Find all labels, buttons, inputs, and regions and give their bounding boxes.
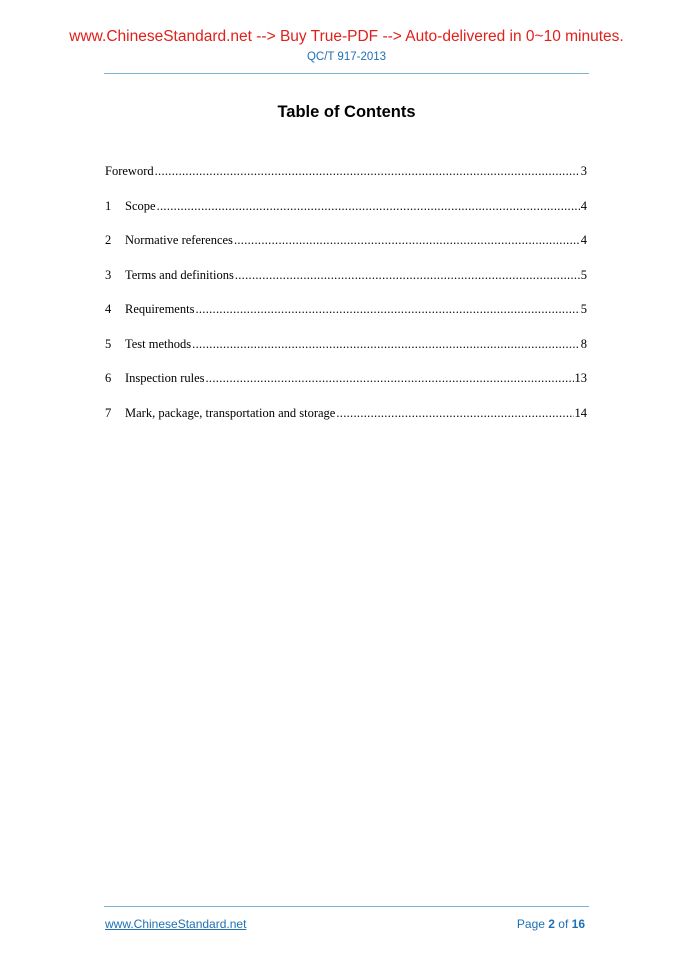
toc-entry-label: Terms and definitions	[125, 267, 234, 282]
toc-entry-requirements[interactable]	[105, 301, 587, 336]
toc-entry-number: 4	[105, 302, 112, 316]
toc-list	[105, 163, 587, 439]
toc-entry-page: 14	[574, 405, 587, 420]
toc-dot-leader	[336, 405, 573, 421]
toc-entry-scope[interactable]	[105, 198, 587, 233]
footer-divider	[104, 906, 589, 907]
standard-code: QC/T 917-2013	[306, 51, 387, 63]
toc-entry-page: 13	[574, 371, 587, 385]
toc-dot-leader	[235, 267, 580, 283]
toc-entry-label: Mark, package, transportation and storage	[125, 405, 336, 420]
page-total: 16	[571, 917, 585, 931]
promo-banner[interactable]: www.ChineseStandard.net --> Buy True-PDF --> Auto-delivered in 0~10 minutes.	[69, 28, 624, 45]
page-indicator	[517, 917, 585, 931]
toc-entry-terms-definitions[interactable]	[105, 267, 587, 302]
toc-entry-page: 3	[580, 164, 587, 178]
toc-title: Table of Contents	[277, 103, 416, 121]
toc-entry-label: Test methods	[125, 336, 192, 351]
toc-entry-number: 5	[105, 336, 112, 351]
toc-entry-number: 7	[105, 405, 112, 420]
toc-dot-leader	[234, 232, 580, 248]
toc-entry-label: Normative references	[125, 233, 233, 247]
toc-entry-page: 5	[580, 267, 587, 282]
header-divider	[104, 73, 589, 74]
toc-entry-mark-package[interactable]	[105, 405, 587, 440]
toc-entry-inspection-rules[interactable]	[105, 370, 587, 405]
footer-website-link[interactable]: www.ChineseStandard.net	[105, 917, 247, 931]
toc-entry-label: Requirements	[125, 302, 195, 316]
toc-entry-test-methods[interactable]	[105, 336, 587, 371]
toc-dot-leader	[192, 336, 580, 352]
toc-entry-label: Foreword	[105, 164, 154, 178]
toc-entry-number: 1	[105, 198, 112, 213]
toc-entry-number: 6	[105, 371, 112, 385]
toc-entry-label: Inspection rules	[125, 371, 205, 385]
toc-dot-leader	[157, 198, 580, 214]
toc-entry-number: 2	[105, 233, 112, 247]
toc-dot-leader	[206, 370, 574, 386]
toc-dot-leader	[155, 163, 580, 179]
toc-entry-normative-references[interactable]	[105, 232, 587, 267]
toc-entry-label: Scope	[125, 198, 156, 213]
toc-entry-page: 4	[580, 233, 587, 247]
toc-entry-page: 5	[580, 302, 587, 316]
page-current: 2	[548, 917, 555, 931]
toc-entry-page: 4	[580, 198, 587, 213]
page-of: of	[554, 917, 572, 931]
toc-entry-page: 8	[580, 336, 587, 351]
toc-dot-leader	[195, 301, 579, 317]
toc-entry-number: 3	[105, 267, 112, 282]
toc-entry-foreword[interactable]	[105, 163, 587, 198]
page-prefix: Page	[516, 917, 549, 931]
